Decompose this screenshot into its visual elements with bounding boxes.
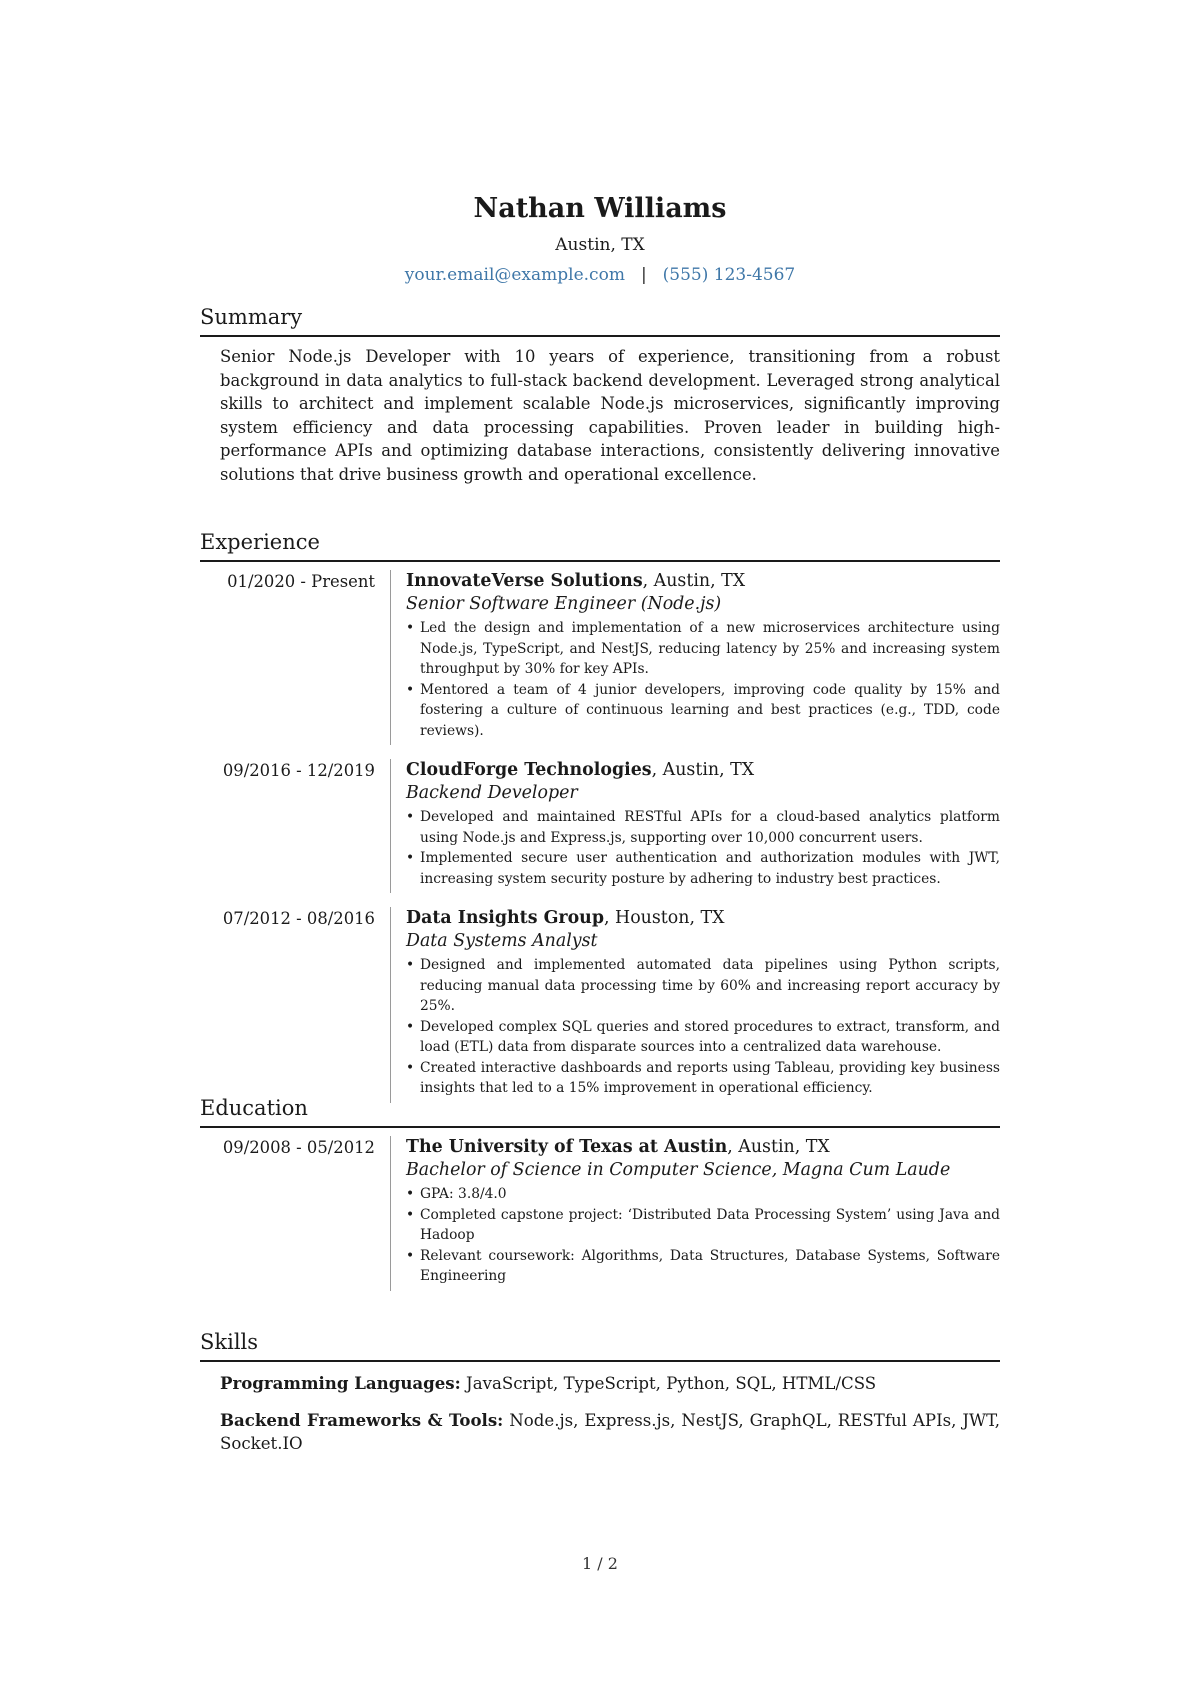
education-section	[200, 1094, 1000, 1291]
bullet-item	[406, 1184, 1000, 1205]
skill-value: JavaScript, TypeScript, Python, SQL, HTML/CSS	[460, 1374, 877, 1393]
summary-section	[200, 303, 1000, 486]
entry-heading	[406, 907, 1000, 930]
entry-date: 07/2012 - 08/2016	[222, 909, 375, 928]
entry-location: , Austin, TX	[727, 1137, 830, 1157]
skills-list	[200, 1372, 1000, 1456]
entry-date: 09/2016 - 12/2019	[222, 761, 375, 780]
bullet-dot-icon: •	[406, 1206, 415, 1223]
bullet-text: GPA: 3.8/4.0	[420, 1186, 507, 1202]
candidate-name: Nathan Williams	[473, 193, 727, 224]
timeline-entry	[200, 570, 1000, 745]
bullet-dot-icon: •	[406, 957, 415, 973]
entry-location: , Austin, TX	[642, 571, 746, 591]
entry-heading	[406, 1136, 1000, 1159]
section-title-summary: Summary	[200, 303, 1000, 337]
bullet-item	[406, 1246, 1000, 1287]
bullet-dot-icon: •	[406, 620, 415, 636]
bullet-text: Completed capstone project: ‘Distributed Data Processing System’ using Java and Hadoop	[420, 1206, 1000, 1243]
entry-location: , Austin, TX	[651, 760, 755, 780]
page-number: 1 / 2	[582, 1554, 618, 1573]
entry-body	[390, 759, 1000, 893]
contact-separator: |	[640, 265, 647, 285]
bullet-dot-icon: •	[406, 681, 415, 698]
experience-section	[200, 528, 1000, 1103]
bullet-text: Implemented secure user authentication and authorization modules with JWT, increasing system security posture by adhering to industry best practices.	[420, 850, 1000, 887]
email-link[interactable]: your.email@example.com	[404, 265, 625, 285]
bullet-dot-icon: •	[406, 1018, 415, 1035]
entry-organization: CloudForge Technologies	[406, 760, 652, 780]
bullet-item	[406, 1205, 1000, 1246]
bullet-dot-icon: •	[406, 850, 415, 866]
experience-list	[200, 570, 1000, 1103]
bullet-text: Developed complex SQL queries and stored procedures to extract, transform, and load (ETL) data from disparate sources into a centralized data warehouse.	[420, 1018, 1000, 1055]
education-list	[200, 1136, 1000, 1291]
skill-row-languages	[220, 1372, 1000, 1396]
timeline-entry	[200, 1136, 1000, 1291]
skill-row-frameworks	[220, 1409, 1000, 1456]
bullet-item	[406, 955, 1000, 1017]
bullet-item	[406, 618, 1000, 680]
bullet-item	[406, 1017, 1000, 1058]
skill-label: Programming Languages:	[220, 1373, 461, 1393]
entry-role: Senior Software Engineer (Node.js)	[406, 594, 722, 614]
entry-organization: The University of Texas at Austin	[406, 1137, 728, 1157]
entry-location: , Houston, TX	[603, 908, 725, 928]
entry-bullets	[406, 955, 1000, 1099]
bullet-text: Developed and maintained RESTful APIs for a cloud-based analytics platform using Node.js and Express.js, supporting over 10,000 concurrent users.	[420, 809, 1000, 846]
bullet-text: Created interactive dashboards and reports using Tableau, providing key business insights that led to a 15% improvement in operational efficiency.	[420, 1059, 1000, 1096]
entry-heading	[406, 759, 1000, 782]
entry-date: 09/2008 - 05/2012	[222, 1138, 375, 1157]
skills-section	[200, 1328, 1000, 1456]
entry-body	[390, 570, 1000, 745]
bullet-text: Designed and implemented automated data pipelines using Python scripts, reducing manual data processing time by 60% and increasing report accuracy by 25%.	[420, 957, 1000, 1014]
entry-date: 01/2020 - Present	[227, 572, 375, 591]
resume-header	[200, 190, 1000, 288]
bullet-item	[406, 848, 1000, 889]
entry-body	[390, 1136, 1000, 1291]
entry-role: Data Systems Analyst	[406, 931, 598, 951]
skill-value: Node.js, Express.js, NestJS, GraphQL, RESTful APIs, JWT, Socket.IO	[220, 1410, 1000, 1453]
bullet-item	[406, 1058, 1000, 1099]
entry-bullets	[406, 618, 1000, 741]
bullet-text: Relevant coursework: Algorithms, Data Structures, Database Systems, Software Engineering	[420, 1247, 1000, 1284]
entry-organization: Data Insights Group	[406, 908, 604, 928]
entry-body	[390, 907, 1000, 1103]
entry-heading	[406, 570, 1000, 593]
entry-role: Bachelor of Science in Computer Science, Magna Cum Laude	[406, 1160, 951, 1180]
entry-bullets	[406, 807, 1000, 889]
section-title-education: Education	[200, 1094, 1000, 1128]
entry-bullets	[406, 1184, 1000, 1287]
contact-line	[200, 262, 1000, 288]
entry-organization: InnovateVerse Solutions	[406, 571, 643, 591]
bullet-text: Mentored a team of 4 junior developers, improving code quality by 15% and fostering a culture of continuous learning and best practices (e.g., TDD, code reviews).	[420, 681, 1000, 739]
summary-text: Senior Node.js Developer with 10 years of experience, transitioning from a robust background in data analytics to full-stack backend development. Leveraged strong analytical skills to architect and implement scalable Node.js microservices, significantly improving system efficiency and data processing capabilities. Proven leader in building high-performance APIs and optimizing database interactions, consistently delivering innovative solutions that drive business growth and operational excellence.	[220, 347, 1000, 484]
bullet-dot-icon: •	[406, 1059, 415, 1076]
timeline-entry	[200, 907, 1000, 1103]
bullet-dot-icon: •	[406, 1186, 415, 1202]
bullet-dot-icon: •	[406, 1247, 415, 1264]
bullet-item	[406, 680, 1000, 742]
bullet-item	[406, 807, 1000, 848]
entry-role: Backend Developer	[406, 783, 578, 803]
bullet-text: Led the design and implementation of a new microservices architecture using Node.js, TypeScript, and NestJS, reducing latency by 25% and increasing system throughput by 30% for key APIs.	[420, 620, 1000, 677]
timeline-entry	[200, 759, 1000, 893]
section-title-skills: Skills	[200, 1328, 1000, 1362]
bullet-dot-icon: •	[406, 809, 415, 825]
candidate-location: Austin, TX	[555, 235, 645, 255]
section-title-experience: Experience	[200, 528, 1000, 562]
phone-link[interactable]: (555) 123-4567	[662, 265, 796, 285]
skill-label: Backend Frameworks & Tools:	[220, 1409, 504, 1430]
